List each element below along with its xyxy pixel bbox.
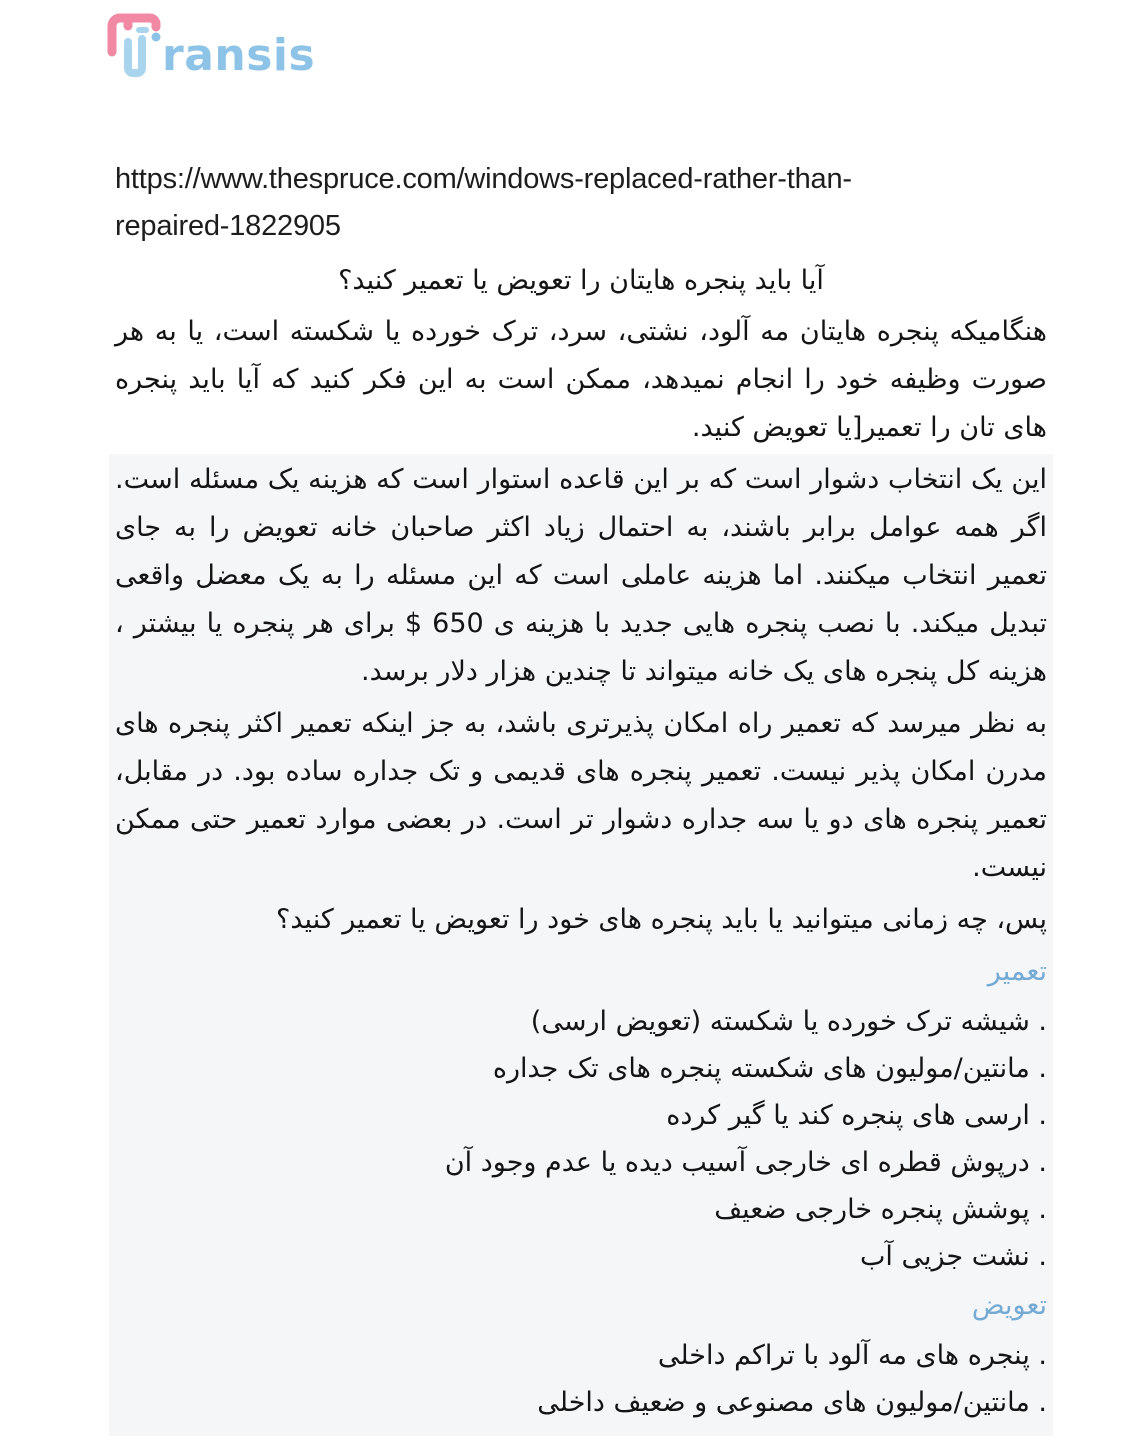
source-url — [115, 156, 1047, 250]
repair-list — [115, 998, 1047, 1280]
replace-list — [115, 1332, 1047, 1426]
repair-list-item: . نشت جزیی آب — [860, 1241, 1047, 1272]
highlighted-section — [109, 454, 1053, 1436]
repair-feasibility-paragraph: به نظر میرسد که تعمیر راه امکان پذیرتری باشد، به جز اینکه تعمیر اکثر پنجره های مدرن امکان پذیر نیست. تعمیر پنجره های قدیمی و تک جداره ساده بود. در مقابل، تعمیر پنجره های دو یا سه جداره دشوار تر است. در بعضی موارد تعمیر حتی ممکن نیست. — [115, 708, 1047, 883]
logo-wordmark: ransis — [162, 30, 316, 81]
replace-heading: تعویض — [971, 1290, 1047, 1321]
repair-list-item: . ارسی های پنجره کند یا گیر کرده — [666, 1100, 1047, 1131]
transis-t-icon — [98, 8, 172, 80]
repair-list-item: . پوشش پنجره خارجی ضعیف — [714, 1194, 1047, 1225]
intro-paragraph: هنگامیکه پنجره هایتان مه آلود، نشتی، سرد، ترک خورده یا شکسته است، یا به هر صورت وظیفه خود را انجام نمیدهد، ممکن است به این فکر کنید که آیا باید پنجره های تان را تعمیر[یا تعویض کنید. — [115, 316, 1047, 443]
repair-list-item: . مانتین/مولیون های شکسته پنجره های تک جداره — [492, 1053, 1047, 1084]
replace-list-item: . پنجره های مه آلود با تراکم داخلی — [657, 1340, 1047, 1371]
transis-logo — [98, 8, 315, 80]
replace-list-item: . مانتین/مولیون های مصنوعی و ضعیف داخلی — [537, 1387, 1047, 1418]
article-title: آیا باید پنجره هایتان را تعویض یا تعمیر کنید؟ — [338, 265, 824, 296]
cost-paragraph: این یک انتخاب دشوار است که بر این قاعده استوار است که هزینه یک مسئله است. اگر همه عوامل برابر باشند، به احتمال زیاد اکثر صاحبان خانه تعویض را به جای تعمیر انتخاب میکنند. اما هزینه عاملی است که این مسئله را به یک معضل واقعی تبدیل میکند. با نصب پنجره هایی جدید با هزینه ی 650 $ برای هر پنجره یا بیشتر ، هزینه کل پنجره های یک خانه میتواند تا چندین هزار دلار برسد. — [115, 464, 1047, 687]
repair-list-item: . شیشه ترک خورده یا شکسته (تعویض ارسی) — [530, 1006, 1047, 1037]
source-url-line2: repaired-1822905 — [115, 210, 341, 242]
repair-heading: تعمیر — [987, 956, 1047, 987]
translated-article — [115, 258, 1047, 1436]
source-url-line1: https://www.thespruce.com/windows-replaced-rather-than- — [115, 163, 852, 195]
repair-list-item: . درپوش قطره ای خارجی آسیب دیده یا عدم وجود آن — [444, 1147, 1047, 1178]
question-paragraph: پس، چه زمانی میتوانید یا باید پنجره های خود را تعویض یا تعمیر کنید؟ — [276, 904, 1047, 935]
